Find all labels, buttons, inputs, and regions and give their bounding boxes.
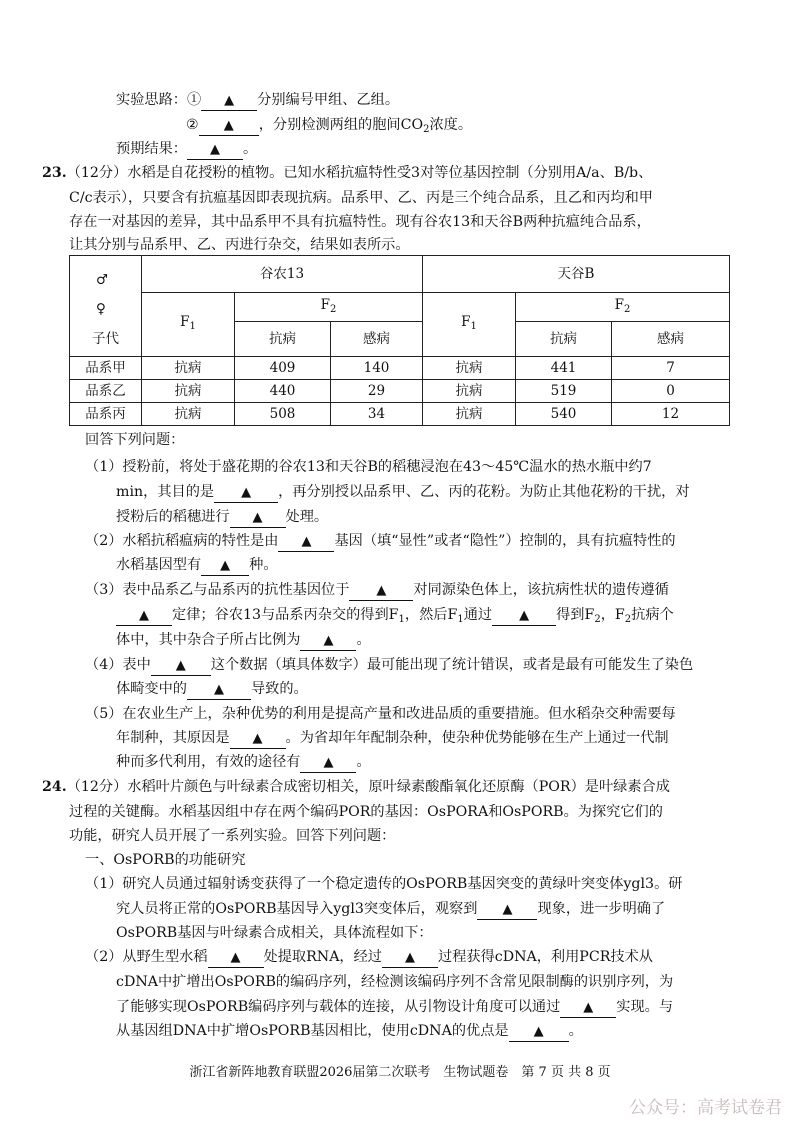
q23-p5-line-2: 年制种，其原因是 ▲ 。为省却年年配制杂种，使杂种优势能够在生产上通过一代制 (116, 726, 669, 751)
f1-header: $F_1$ (423, 293, 516, 357)
expect-line: 预期结果： ▲ 。 (116, 137, 257, 162)
answer-blank[interactable]: ▲ (214, 484, 278, 503)
q23-p1-line-3: 授粉后的稻穗进行 ▲ 处理。 (116, 505, 328, 530)
q23-p3-line-1: （3）表中品系乙与品系丙的抗性基因位于 ▲ 对同源染色体上，该抗病性状的遗传遵循 (85, 578, 669, 603)
q24-line-3: 功能，研究人员开展了一系列实验。回答下列问题： (69, 828, 396, 844)
answer-blank[interactable]: ▲ (201, 92, 257, 111)
answer-blank[interactable]: ▲ (492, 607, 556, 626)
q24-p1-line-3: OsPORB基因与叶绿素合成相关，具体流程如下： (116, 925, 433, 941)
q23-p5-line-3: 种而多代利用，有效的途径有 ▲ 。 (116, 750, 371, 775)
q23-p3-line-2: ▲ 定律；谷农13与品系丙杂交的得到$F_1$，然后$F_1$通过 ▲ 得到$F_2$，$F_2$抗病个 (116, 603, 674, 632)
answer-blank[interactable]: ▲ (230, 730, 286, 749)
suscept-header: 感病 (331, 322, 423, 357)
q23-line-1: 23.（12分）水稻是自花授粉的植物。已知水稻抗瘟特性受3对等位基因控制（分别用A/a、B/b、 (42, 165, 653, 181)
idea-line-1: 实验思路：① ▲ 分别编号甲组、乙组。 (116, 88, 399, 113)
f2-header: $F_2$ (516, 293, 730, 322)
question-number: 24. (42, 779, 67, 795)
q24-line-1: 24.（12分）水稻叶片颜色与叶绿素合成密切相关，原叶绿素酸酯氧化还原酶（POR）是叶绿素合成 (42, 779, 670, 795)
results-table (69, 255, 730, 426)
answer-blank[interactable]: ▲ (477, 901, 537, 920)
watermark: 公众号：高考试卷君 (629, 1098, 782, 1118)
female-symbol: ♀ (96, 301, 106, 317)
q23-p4-line-2: 体畸变中的 ▲ 导致的。 (116, 677, 308, 702)
q23-line-3: 存在一对基因的差异，其中品系甲不具有抗瘟特性。现有谷农13和天谷B两种抗瘟纯合品系， (69, 214, 651, 230)
answer-blank[interactable]: ▲ (116, 607, 172, 626)
answer-blank[interactable]: ▲ (278, 533, 334, 552)
page-footer: 浙江省新阵地教育联盟2026届第二次联考 生物试题卷 第 7 页 共 8 页 (189, 1065, 611, 1080)
f1-header: $F_1$ (142, 293, 235, 357)
offspring-label: 子代 (92, 331, 119, 347)
q24-p1-line-1: （1）研究人员通过辐射诱变获得了一个稳定遗传的OsPORB基因突变的黄绿叶突变体ygl3。研 (85, 876, 683, 892)
q23-p5-line-1: （5）在农业生产上，杂种优势的利用是提高产量和改进品质的重要措施。但水稻杂交种需要每 (85, 706, 676, 722)
q23-p1-line-1: （1）授粉前，将处于盛花期的谷农13和天谷B的稻穗浸泡在43～45℃温水的热水瓶中约7 (85, 459, 652, 475)
idea-line-2: ② ▲ ，分别检测两组的胞间$CO_2$浓度。 (186, 117, 473, 135)
resist-header: 抗病 (235, 322, 331, 357)
answer-blank[interactable]: ▲ (151, 657, 211, 676)
answer-blank[interactable]: ▲ (300, 632, 356, 651)
q23-p3-line-3: 体中，其中杂合子所占比例为 ▲ 。 (116, 628, 371, 653)
answer-intro: 回答下列问题： (85, 432, 185, 448)
answer-blank[interactable]: ▲ (187, 141, 243, 160)
q23-line-4: 让其分别与品系甲、乙、丙进行杂交，结果如表所示。 (69, 237, 410, 253)
table-row: 品系乙 抗病 440 29 抗病 519 0 (70, 380, 730, 403)
q24-p2-line-2: cDNA中扩增出OsPORB的编码序列，经检测该编码序列不含常见限制酶的识别序列，为 (116, 974, 674, 990)
answer-blank[interactable]: ▲ (201, 557, 249, 576)
q24-section-title: 一、OsPORB的功能研究 (85, 852, 246, 868)
table-row: 品系丙 抗病 508 34 抗病 540 12 (70, 403, 730, 426)
answer-blank[interactable]: ▲ (199, 117, 259, 136)
q23-p2-line-1: （2）水稻抗稻瘟病的特性是由 ▲ 基因（填“显性”或者“隐性”）控制的，具有抗瘟特性的 (85, 529, 676, 554)
f2-header: $F_2$ (235, 293, 423, 322)
q24-p2-line-4: 从基因组DNA中扩增OsPORB基因相比，使用cDNA的优点是 ▲ 。 (116, 1019, 583, 1044)
answer-blank[interactable]: ▲ (509, 1023, 569, 1042)
male-symbol: ♂ (96, 272, 109, 288)
answer-blank[interactable]: ▲ (230, 509, 286, 528)
q23-line-2: C/c表示），只要含有抗瘟基因即表现抗病。品系甲、乙、丙是三个纯合品系，且乙和丙均和甲 (69, 190, 653, 206)
q24-p2-line-1: （2）从野生型水稻 ▲ 处提取RNA，经过 ▲ 过程获得cDNA，利用PCR技术从 (85, 945, 653, 970)
parent-tiangu-b: 天谷B (423, 256, 730, 293)
answer-blank[interactable]: ▲ (208, 949, 264, 968)
q24-p1-line-2: 究人员将正常的OsPORB基因导入ygl3突变体后，观察到 ▲ 现象，进一步明确了 (116, 897, 665, 922)
q24-p2-line-3: 了能够实现OsPORB编码序列与载体的连接，从引物设计角度可以通过 ▲ 实现。与 (116, 995, 673, 1020)
answer-blank[interactable]: ▲ (349, 582, 413, 601)
q24-line-2: 过程的关键酶。水稻基因组中存在两个编码POR的基因：OsPORA和OsPORB。为探究它们的 (69, 804, 663, 820)
answer-blank[interactable]: ▲ (300, 754, 356, 773)
parent-gunong13: 谷农13 (142, 256, 423, 293)
answer-blank[interactable]: ▲ (187, 681, 251, 700)
q23-p1-line-2: min，其目的是 ▲ ，再分别授以品系甲、乙、丙的花粉。为防止其他花粉的干扰，对 (116, 480, 690, 505)
resist-header: 抗病 (516, 322, 612, 357)
suscept-header: 感病 (612, 322, 730, 357)
q23-p4-line-1: （4）表中 ▲ 这个数据（填具体数字）最可能出现了统计错误，或者是最有可能发生了染色 (85, 653, 693, 678)
q23-p2-line-2: 水稻基因型有 ▲ 种。 (116, 553, 278, 578)
question-number: 23. (42, 165, 67, 181)
answer-blank[interactable]: ▲ (382, 949, 438, 968)
table-corner-cell (70, 256, 142, 357)
table-row: 品系甲 抗病 409 140 抗病 441 7 (70, 357, 730, 380)
answer-blank[interactable]: ▲ (560, 999, 616, 1018)
